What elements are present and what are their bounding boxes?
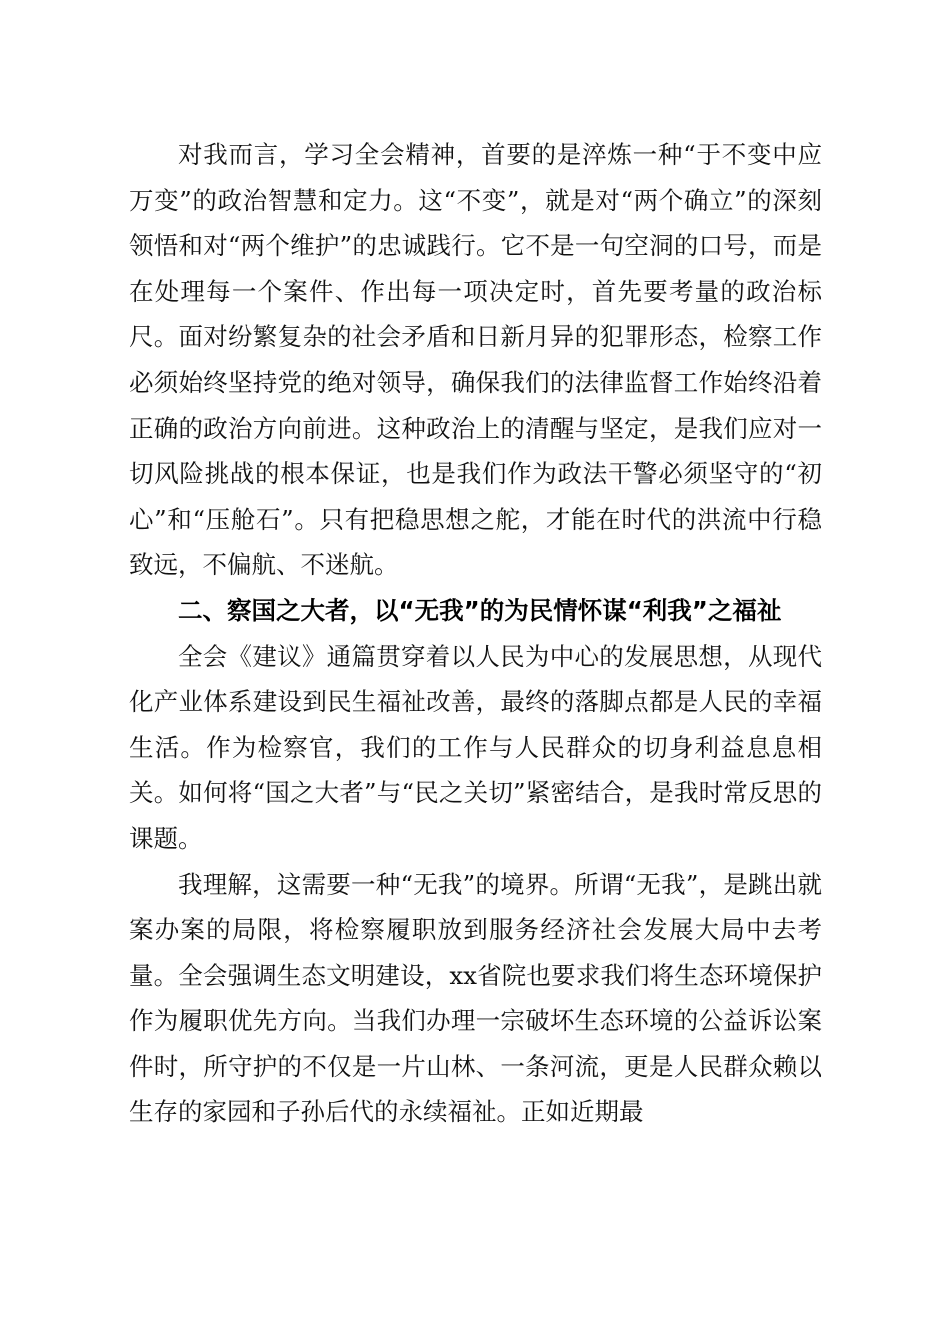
paragraph-political-wisdom: 对我而言，学习全会精神，首要的是淬炼一种“于不变中应万变”的政治智慧和定力。这“不变”，就是对“两个确立”的深刻领悟和对“两个维护”的忠诚践行。它不是一句空洞的口号，而是在处理每一个案件、作出每一项决定时，首先要考量的政治标尺。面对纷繁复杂的社会矛盾和日新月异的犯罪形态，检察工作必须始终坚持党的绝对领导，确保我们的法律监督工作始终沿着正确的政治方向前进。这种政治上的清醒与坚定，是我们应对一切风险挑战的根本保证，也是我们作为政法干警必须坚守的“初心”和“压舱石”。只有把稳思想之舵，才能在时代的洪流中行稳致远，不偏航、不迷航。 <box>129 140 822 580</box>
section-heading-two: 二、察国之大者，以“无我”的为民情怀谋“利我”之福祉 <box>178 595 782 625</box>
document-body <box>129 132 822 1135</box>
paragraph-people-centered: 全会《建议》通篇贯穿着以人民为中心的发展思想，从现代化产业体系建设到民生福祉改善，最终的落脚点都是人民的幸福生活。作为检察官，我们的工作与人民群众的切身利益息息相关。如何将“国之大者”与“民之关切”紧密结合，是我时常反思的课题。 <box>129 641 822 853</box>
paragraph-selfless-realm: 我理解，这需要一种“无我”的境界。所谓“无我”，是跳出就案办案的局限，将检察履职放到服务经济社会发展大局中去考量。全会强调生态文明建设，xx省院也要求我们将生态环境保护作为履职优先方向。当我们办理一宗破坏生态环境的公益诉讼案件时，所守护的不仅是一片山林、一条河流，更是人民群众赖以生存的家园和子孙后代的永续福祉。正如近期最 <box>129 869 822 1127</box>
